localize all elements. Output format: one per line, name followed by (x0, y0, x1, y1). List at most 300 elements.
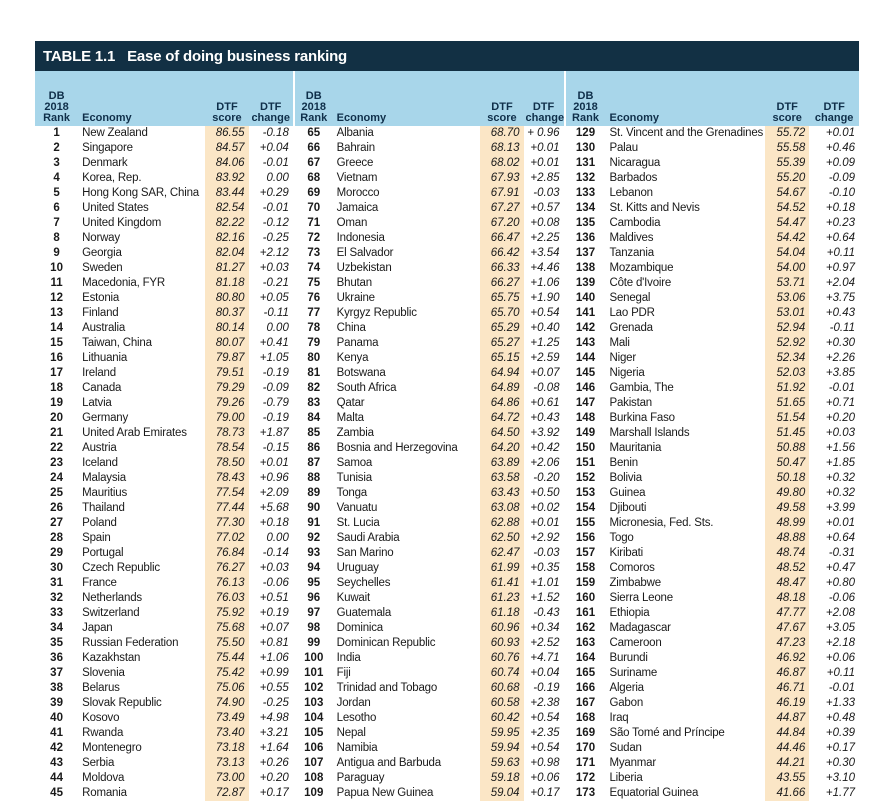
dtf-change-cell: -0.19 (249, 411, 294, 426)
table-row (35, 696, 859, 711)
rank-cell: 108 (304, 772, 324, 784)
economy-cell: Slovenia (82, 667, 125, 679)
economy-cell: Oman (336, 217, 368, 229)
dtf-change-cell: -0.08 (524, 381, 565, 396)
dtf-score-cell: 67.91 (480, 186, 523, 201)
document-table (35, 41, 859, 801)
dtf-score-cell: 73.40 (205, 726, 248, 741)
header-rank: DB 2018 Rank (294, 71, 333, 126)
dtf-change-cell: +0.29 (249, 186, 294, 201)
rank-cell: 31 (50, 577, 63, 589)
rank-cell: 28 (50, 532, 63, 544)
dtf-change-cell: +2.59 (524, 351, 565, 366)
ranking-table (35, 71, 859, 801)
rank-cell: 143 (575, 337, 596, 349)
dtf-change-cell: +0.35 (524, 561, 565, 576)
dtf-change-cell: +0.39 (825, 727, 855, 739)
dtf-score-cell: 50.88 (765, 441, 809, 456)
rank-cell: 137 (575, 247, 596, 259)
economy-cell: Côte d'Ivoire (609, 277, 672, 289)
rank-cell: 154 (575, 502, 596, 514)
rank-cell: 162 (575, 622, 596, 634)
dtf-score-cell: 59.94 (480, 741, 523, 756)
rank-cell: 37 (50, 667, 63, 679)
table-row (35, 291, 859, 306)
rank-cell: 99 (307, 637, 321, 649)
dtf-change-cell: +3.10 (825, 772, 855, 784)
rank-cell: 101 (304, 667, 324, 679)
dtf-score-cell: 54.67 (765, 186, 809, 201)
economy-cell: Uruguay (336, 562, 379, 574)
rank-cell: 65 (307, 127, 321, 139)
dtf-change-cell: 0.00 (249, 531, 294, 546)
header-dtf-score: DTF score (480, 71, 523, 126)
dtf-score-cell: 53.06 (765, 291, 809, 306)
dtf-change-cell: +0.42 (524, 441, 565, 456)
dtf-change-cell: +2.25 (524, 231, 565, 246)
table-row (35, 666, 859, 681)
dtf-change-cell: -0.25 (249, 696, 294, 711)
rank-cell: 72 (307, 232, 321, 244)
dtf-change-cell: +1.06 (249, 651, 294, 666)
rank-cell: 150 (575, 442, 596, 454)
economy-cell: Georgia (82, 247, 122, 259)
dtf-score-cell: 52.94 (765, 321, 809, 336)
rank-cell: 20 (50, 412, 63, 424)
rank-cell: 35 (50, 637, 63, 649)
dtf-score-cell: 50.18 (765, 471, 809, 486)
rank-cell: 87 (307, 457, 321, 469)
table-row (35, 516, 859, 531)
economy-cell: Kenya (336, 352, 369, 364)
dtf-change-cell: +0.01 (524, 516, 565, 531)
dtf-score-cell: 74.90 (205, 696, 248, 711)
dtf-score-cell: 55.72 (765, 126, 809, 141)
rank-cell: 36 (50, 652, 63, 664)
table-number: TABLE 1.1 (43, 47, 116, 65)
dtf-score-cell: 44.21 (765, 756, 809, 771)
rank-cell: 156 (575, 532, 596, 544)
economy-cell: El Salvador (336, 247, 394, 259)
economy-cell: Singapore (82, 142, 133, 154)
dtf-score-cell: 51.92 (765, 381, 809, 396)
dtf-score-cell: 46.19 (765, 696, 809, 711)
dtf-score-cell: 80.37 (205, 306, 248, 321)
dtf-score-cell: 82.22 (205, 216, 248, 231)
rank-cell: 80 (307, 352, 321, 364)
header-dtf-change: DTF change (524, 71, 565, 126)
dtf-score-cell: 59.63 (480, 756, 523, 771)
dtf-change-cell: +0.34 (524, 621, 565, 636)
dtf-score-cell: 52.92 (765, 336, 809, 351)
rank-cell: 4 (53, 172, 60, 184)
dtf-score-cell: 48.47 (765, 576, 809, 591)
dtf-score-cell: 80.14 (205, 321, 248, 336)
dtf-change-cell: +1.05 (249, 351, 294, 366)
table-row (35, 771, 859, 786)
economy-cell: Morocco (336, 187, 380, 199)
rank-cell: 170 (575, 742, 596, 754)
dtf-change-cell: +0.61 (524, 396, 565, 411)
dtf-change-cell: +0.50 (524, 486, 565, 501)
dtf-change-cell: +0.41 (249, 336, 294, 351)
dtf-score-cell: 60.76 (480, 651, 523, 666)
economy-cell: Guinea (609, 487, 646, 499)
rank-cell: 83 (307, 397, 321, 409)
dtf-score-cell: 73.18 (205, 741, 248, 756)
rank-cell: 98 (307, 622, 321, 634)
rank-cell: 102 (304, 682, 324, 694)
table-row (35, 171, 859, 186)
rank-cell: 95 (307, 577, 321, 589)
dtf-score-cell: 60.93 (480, 636, 523, 651)
table-row (35, 261, 859, 276)
economy-cell: Botswana (336, 367, 386, 379)
dtf-score-cell: 79.29 (205, 381, 248, 396)
rank-cell: 89 (307, 487, 321, 499)
rank-cell: 100 (304, 652, 324, 664)
dtf-score-cell: 78.73 (205, 426, 248, 441)
dtf-score-cell: 76.84 (205, 546, 248, 561)
economy-cell: Lao PDR (609, 307, 655, 319)
dtf-score-cell: 68.02 (480, 156, 523, 171)
dtf-change-cell: +1.25 (524, 336, 565, 351)
rank-cell: 13 (50, 307, 63, 319)
dtf-change-cell: +0.18 (249, 516, 294, 531)
dtf-change-cell: -0.19 (249, 366, 294, 381)
rank-cell: 104 (304, 712, 324, 724)
dtf-score-cell: 63.43 (480, 486, 523, 501)
dtf-score-cell: 60.42 (480, 711, 523, 726)
economy-cell: Palau (609, 142, 638, 154)
rank-cell: 78 (307, 322, 321, 334)
table-row (35, 786, 859, 801)
header-economy: Economy (605, 71, 765, 126)
dtf-change-cell: +2.38 (524, 696, 565, 711)
economy-cell: Norway (82, 232, 120, 244)
dtf-change-cell: +3.05 (825, 622, 855, 634)
table-row (35, 726, 859, 741)
dtf-change-cell: +0.64 (825, 532, 855, 544)
rank-cell: 103 (304, 697, 324, 709)
rank-cell: 163 (575, 637, 596, 649)
dtf-change-cell: +1.90 (524, 291, 565, 306)
dtf-score-cell: 63.89 (480, 456, 523, 471)
economy-cell: San Marino (336, 547, 394, 559)
dtf-score-cell: 73.13 (205, 756, 248, 771)
rank-cell: 9 (53, 247, 60, 259)
economy-cell: Malaysia (82, 472, 126, 484)
rank-cell: 147 (575, 397, 596, 409)
dtf-change-cell: -0.18 (249, 126, 294, 141)
dtf-change-cell: -0.25 (249, 231, 294, 246)
dtf-score-cell: 50.47 (765, 456, 809, 471)
economy-cell: Cambodia (609, 217, 661, 229)
rank-cell: 134 (575, 202, 596, 214)
rank-cell: 132 (575, 172, 596, 184)
dtf-change-cell: -0.03 (524, 186, 565, 201)
economy-cell: St. Lucia (336, 517, 380, 529)
rank-cell: 93 (307, 547, 321, 559)
economy-cell: Cameroon (609, 637, 662, 649)
economy-cell: Maldives (609, 232, 654, 244)
table-row (35, 501, 859, 516)
economy-cell: Qatar (336, 397, 365, 409)
economy-cell: Burkina Faso (609, 412, 675, 424)
dtf-score-cell: 47.23 (765, 636, 809, 651)
dtf-score-cell: 78.54 (205, 441, 248, 456)
rank-cell: 26 (50, 502, 63, 514)
dtf-change-cell: -0.14 (249, 546, 294, 561)
economy-cell: Montenegro (82, 742, 142, 754)
economy-cell: Togo (609, 532, 634, 544)
rank-cell: 106 (304, 742, 324, 754)
economy-cell: Iraq (609, 712, 629, 724)
dtf-score-cell: 78.43 (205, 471, 248, 486)
economy-cell: Russian Federation (82, 637, 179, 649)
table-row (35, 336, 859, 351)
dtf-score-cell: 54.52 (765, 201, 809, 216)
economy-cell: Micronesia, Fed. Sts. (609, 517, 714, 529)
dtf-change-cell: -0.01 (249, 156, 294, 171)
dtf-score-cell: 60.96 (480, 621, 523, 636)
dtf-change-cell: +0.26 (249, 756, 294, 771)
rank-cell: 14 (50, 322, 63, 334)
economy-cell: St. Kitts and Nevis (609, 202, 700, 214)
dtf-change-cell: +0.98 (524, 756, 565, 771)
dtf-change-cell: +0.07 (249, 621, 294, 636)
table-row (35, 381, 859, 396)
table-row (35, 546, 859, 561)
header-economy: Economy (333, 71, 481, 126)
rank-cell: 10 (50, 262, 63, 274)
economy-cell: United Arab Emirates (82, 427, 187, 439)
economy-cell: Gambia, The (609, 382, 674, 394)
rank-cell: 41 (50, 727, 63, 739)
table-row (35, 216, 859, 231)
rank-cell: 151 (575, 457, 596, 469)
table-row (35, 201, 859, 216)
dtf-score-cell: 75.42 (205, 666, 248, 681)
table-row (35, 741, 859, 756)
economy-cell: Kiribati (609, 547, 644, 559)
header-economy: Economy (78, 71, 205, 126)
rank-cell: 131 (575, 157, 596, 169)
economy-cell: Grenada (609, 322, 653, 334)
dtf-change-cell: -0.43 (524, 606, 565, 621)
table-row (35, 561, 859, 576)
dtf-change-cell: -0.11 (249, 306, 294, 321)
dtf-change-cell: +0.03 (249, 261, 294, 276)
dtf-change-cell: +0.64 (825, 232, 855, 244)
dtf-score-cell: 60.58 (480, 696, 523, 711)
rank-cell: 171 (575, 757, 596, 769)
rank-cell: 44 (50, 772, 63, 784)
rank-cell: 138 (575, 262, 596, 274)
rank-cell: 76 (307, 292, 321, 304)
economy-cell: Portugal (82, 547, 124, 559)
rank-cell: 6 (53, 202, 60, 214)
dtf-score-cell: 80.80 (205, 291, 248, 306)
economy-cell: Korea, Rep. (82, 172, 142, 184)
economy-cell: New Zealand (82, 127, 148, 139)
table-row (35, 231, 859, 246)
economy-cell: Rwanda (82, 727, 124, 739)
dtf-score-cell: 84.06 (205, 156, 248, 171)
dtf-score-cell: 66.27 (480, 276, 523, 291)
rank-cell: 12 (50, 292, 63, 304)
table-row (35, 531, 859, 546)
dtf-score-cell: 61.41 (480, 576, 523, 591)
dtf-change-cell: +0.54 (524, 711, 565, 726)
dtf-score-cell: 79.87 (205, 351, 248, 366)
dtf-change-cell: +2.06 (524, 456, 565, 471)
economy-cell: Nigeria (609, 367, 645, 379)
dtf-score-cell: 79.26 (205, 396, 248, 411)
dtf-change-cell: +1.52 (524, 591, 565, 606)
table-row (35, 126, 859, 141)
dtf-score-cell: 82.16 (205, 231, 248, 246)
economy-cell: Lithuania (82, 352, 128, 364)
economy-cell: Kosovo (82, 712, 120, 724)
dtf-change-cell: + 0.96 (524, 126, 565, 141)
dtf-change-cell: -0.11 (829, 322, 855, 334)
economy-cell: Paraguay (336, 772, 385, 784)
dtf-change-cell: +4.46 (524, 261, 565, 276)
table-row (35, 636, 859, 651)
rank-cell: 133 (575, 187, 596, 199)
economy-cell: Albania (336, 127, 374, 139)
economy-cell: Mali (609, 337, 630, 349)
dtf-score-cell: 51.65 (765, 396, 809, 411)
dtf-score-cell: 62.50 (480, 531, 523, 546)
rank-cell: 24 (50, 472, 63, 484)
rank-cell: 67 (307, 157, 321, 169)
dtf-score-cell: 43.55 (765, 771, 809, 786)
economy-cell: Tonga (336, 487, 367, 499)
dtf-score-cell: 83.92 (205, 171, 248, 186)
dtf-change-cell: +0.01 (825, 517, 855, 529)
economy-cell: São Tomé and Príncipe (609, 727, 725, 739)
dtf-change-cell: +0.04 (249, 141, 294, 156)
dtf-change-cell: +1.64 (249, 741, 294, 756)
dtf-change-cell: +0.55 (249, 681, 294, 696)
dtf-change-cell: +2.12 (249, 246, 294, 261)
dtf-change-cell: +0.05 (249, 291, 294, 306)
dtf-score-cell: 44.46 (765, 741, 809, 756)
economy-cell: Netherlands (82, 592, 142, 604)
rank-cell: 130 (575, 142, 596, 154)
rank-cell: 109 (304, 787, 324, 799)
economy-cell: Ukraine (336, 292, 375, 304)
economy-cell: Ethiopia (609, 607, 650, 619)
dtf-change-cell: +0.01 (524, 156, 565, 171)
rank-cell: 157 (575, 547, 596, 559)
rank-cell: 141 (575, 307, 596, 319)
dtf-change-cell: +3.21 (249, 726, 294, 741)
economy-cell: Bahrain (336, 142, 375, 154)
dtf-change-cell: +3.92 (524, 426, 565, 441)
dtf-change-cell: +2.09 (249, 486, 294, 501)
dtf-change-cell: -0.20 (524, 471, 565, 486)
dtf-change-cell: -0.09 (249, 381, 294, 396)
rank-cell: 97 (307, 607, 321, 619)
economy-cell: Bhutan (336, 277, 372, 289)
dtf-score-cell: 75.44 (205, 651, 248, 666)
dtf-change-cell: +0.18 (825, 202, 855, 214)
economy-cell: Comoros (609, 562, 655, 574)
dtf-change-cell: +0.32 (825, 472, 855, 484)
dtf-score-cell: 44.87 (765, 711, 809, 726)
dtf-change-cell: +0.11 (826, 667, 855, 679)
dtf-change-cell: +0.01 (249, 456, 294, 471)
dtf-change-cell: +1.85 (825, 457, 855, 469)
economy-cell: Vietnam (336, 172, 378, 184)
economy-cell: Latvia (82, 397, 112, 409)
dtf-change-cell: -0.06 (249, 576, 294, 591)
dtf-score-cell: 54.47 (765, 216, 809, 231)
dtf-score-cell: 77.44 (205, 501, 248, 516)
rank-cell: 71 (307, 217, 321, 229)
dtf-change-cell: +0.48 (825, 712, 855, 724)
economy-cell: Moldova (82, 772, 125, 784)
dtf-score-cell: 68.13 (480, 141, 523, 156)
dtf-score-cell: 54.04 (765, 246, 809, 261)
rank-cell: 19 (50, 397, 63, 409)
dtf-score-cell: 46.92 (765, 651, 809, 666)
rank-cell: 92 (307, 532, 321, 544)
dtf-change-cell: +0.17 (524, 786, 565, 801)
economy-cell: Spain (82, 532, 111, 544)
rank-cell: 18 (50, 382, 63, 394)
dtf-change-cell: -0.03 (524, 546, 565, 561)
economy-cell: Djibouti (609, 502, 647, 514)
dtf-change-cell: +0.47 (825, 562, 855, 574)
rank-cell: 146 (575, 382, 596, 394)
dtf-change-cell: 0.00 (249, 321, 294, 336)
dtf-score-cell: 65.70 (480, 306, 523, 321)
dtf-score-cell: 64.72 (480, 411, 523, 426)
economy-cell: Kyrgyz Republic (336, 307, 417, 319)
dtf-change-cell: +2.04 (825, 277, 855, 289)
dtf-change-cell: +0.54 (524, 741, 565, 756)
dtf-change-cell: -0.09 (828, 172, 855, 184)
dtf-score-cell: 65.29 (480, 321, 523, 336)
dtf-change-cell: +0.11 (826, 247, 855, 259)
rank-cell: 38 (50, 682, 63, 694)
dtf-change-cell: +2.92 (524, 531, 565, 546)
rank-cell: 27 (50, 517, 63, 529)
dtf-change-cell: +1.33 (825, 697, 855, 709)
dtf-score-cell: 49.80 (765, 486, 809, 501)
economy-cell: Fiji (336, 667, 351, 679)
economy-cell: Sweden (82, 262, 123, 274)
rank-cell: 3 (53, 157, 60, 169)
dtf-change-cell: -0.12 (249, 216, 294, 231)
dtf-change-cell: +0.46 (825, 142, 855, 154)
dtf-change-cell: +2.85 (524, 171, 565, 186)
dtf-change-cell: +0.97 (825, 262, 855, 274)
dtf-score-cell: 68.70 (480, 126, 523, 141)
dtf-change-cell: +3.54 (524, 246, 565, 261)
dtf-change-cell: +0.40 (524, 321, 565, 336)
dtf-change-cell: +0.57 (524, 201, 565, 216)
rank-cell: 75 (307, 277, 321, 289)
rank-cell: 140 (575, 292, 596, 304)
economy-cell: Macedonia, FYR (82, 277, 165, 289)
dtf-score-cell: 67.20 (480, 216, 523, 231)
dtf-score-cell: 82.54 (205, 201, 248, 216)
